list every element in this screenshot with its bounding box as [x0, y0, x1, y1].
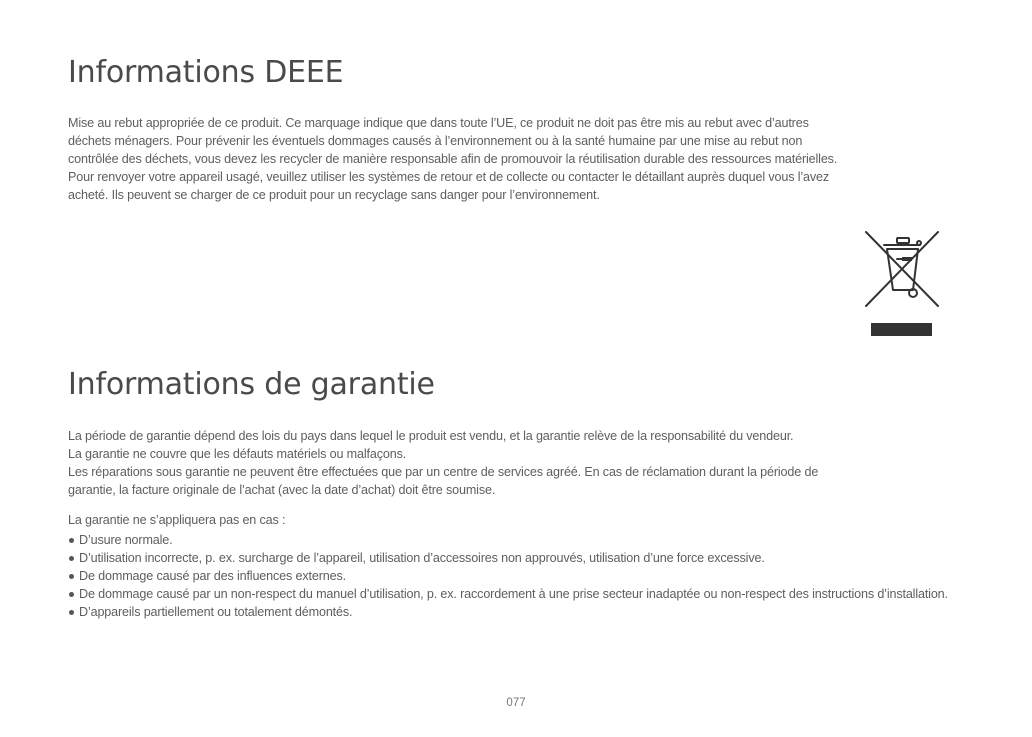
- exclusions-intro: La garantie ne s’appliquera pas en cas :: [68, 513, 286, 527]
- deee-paragraph: [68, 114, 968, 204]
- list-item: De dommage causé par des influences externes.: [68, 567, 968, 585]
- garantie-line: La garantie ne couvre que les défauts matériels ou malfaçons.: [68, 447, 407, 461]
- deee-line: Mise au rebut appropriée de ce produit. Ce marquage indique que dans toute l’UE, ce produit ne doit pas être mis au rebut avec d’autres: [68, 116, 809, 130]
- deee-line: acheté. Ils peuvent se charger de ce produit pour un recyclage sans danger pour l’environnement.: [68, 188, 600, 202]
- garantie-line: garantie, la facture originale de l’achat (avec la date d’achat) doit être soumise.: [68, 483, 496, 497]
- deee-line: Pour renvoyer votre appareil usagé, veuillez utiliser les systèmes de retour et de collecte ou contacter le détaillant auprès duquel vous l’avez: [68, 170, 830, 184]
- deee-line: déchets ménagers. Pour prévenir les éventuels dommages causés à l’environnement ou à la santé humaine par une mise au rebut non: [68, 134, 803, 148]
- exclusions-list: [68, 531, 968, 621]
- list-item: D’appareils partiellement ou totalement démontés.: [68, 603, 968, 621]
- section-title-deee: Informations DEEE: [68, 55, 344, 90]
- section-title-garantie: Informations de garantie: [68, 367, 435, 402]
- crossed-out-wheelie-bin-icon: [862, 228, 942, 340]
- list-item: D’utilisation incorrecte, p. ex. surcharge de l’appareil, utilisation d’accessoires non approuvés, utilisation d’une force excessive.: [68, 549, 968, 567]
- list-item: D’usure normale.: [68, 531, 968, 549]
- page-number: 077: [506, 697, 526, 709]
- garantie-paragraph: [68, 427, 968, 499]
- deee-line: contrôlée des déchets, vous devez les recycler de manière responsable afin de promouvoir la réutilisation durable des ressources matérielles.: [68, 152, 838, 166]
- garantie-line: La période de garantie dépend des lois du pays dans lequel le produit est vendu, et la garantie relève de la responsabilité du vendeur.: [68, 429, 794, 443]
- list-item: De dommage causé par un non-respect du manuel d’utilisation, p. ex. raccordement à une prise secteur inadaptée ou non-respect des instructions d’installation.: [68, 585, 968, 603]
- garantie-line: Les réparations sous garantie ne peuvent être effectuées que par un centre de services agréé. En cas de réclamation durant la période de: [68, 465, 819, 479]
